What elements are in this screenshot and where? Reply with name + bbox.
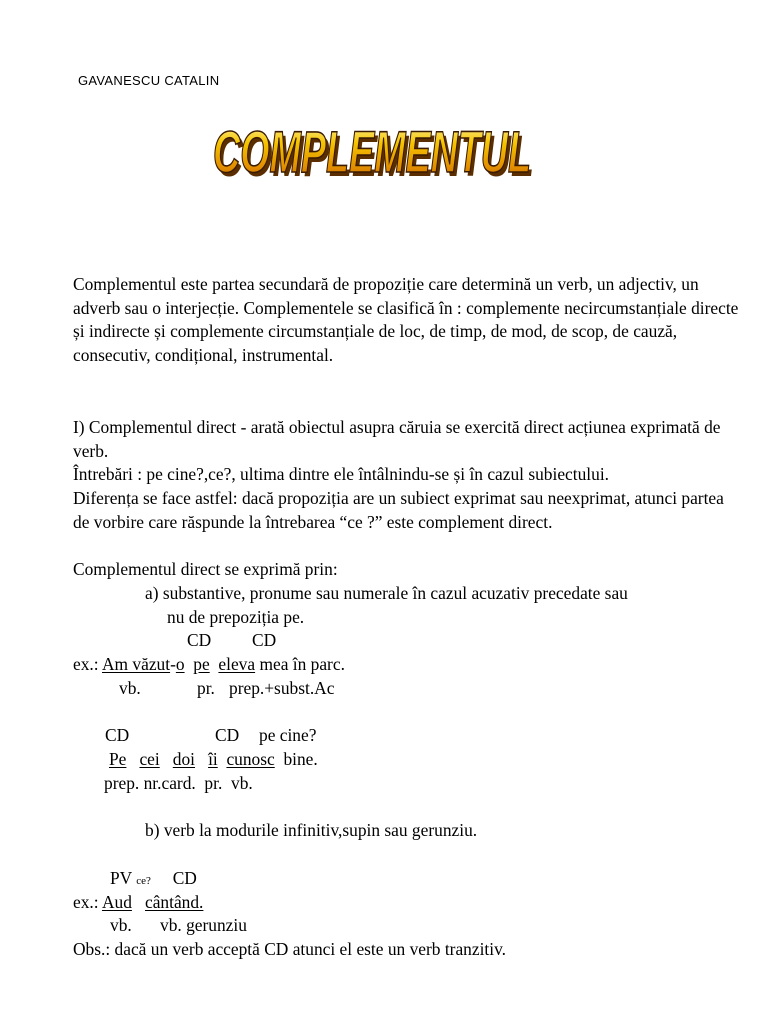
author-name: GAVANESCU CATALIN — [78, 73, 220, 88]
ex1-label-cd: CD — [252, 630, 277, 650]
example-2-sentence: Pe cei doi îi cunosc bine. — [109, 749, 318, 769]
example-1-sentence: ex.: Am văzut-o pe eleva mea în parc. — [73, 654, 345, 674]
svg-text:COMPLEMENTUL: COMPLEMENTUL — [216, 124, 534, 189]
point-a-line2: nu de prepoziția pe. — [167, 607, 305, 627]
example-prefix: ex.: — [73, 654, 99, 674]
ex2-analysis: prep. nr.card. pr. vb. — [104, 773, 253, 793]
title-wordart — [208, 108, 538, 190]
ex3-labels: PV ce? CD — [110, 868, 197, 888]
ex2-label-cd: CD — [215, 725, 240, 745]
cd-definition: I) Complementul direct - arată obiectul asupra căruia se exercită direct acțiunea exprimată de verb. — [73, 417, 721, 461]
ex1-word: pe — [193, 654, 210, 674]
ex3-question: ce? — [136, 875, 151, 887]
intro-paragraph: Complementul este partea secundară de propoziție care determină un verb, un adjectiv, un adverb sau o interjecție. Complementele se clasifică în : complemente necircumstanțiale directe și indirecte și complemente circumstanțiale de loc, de timp, de mod, de scop, de cauză, consecutiv, condițional, instrumental. — [73, 274, 739, 365]
point-b: b) verb la modurile infinitiv,supin sau gerunziu. — [145, 820, 478, 840]
ex3-analysis: vb. gerunziu — [160, 915, 247, 935]
ex1-analysis: pr. — [197, 678, 215, 698]
point-a-line1: a) substantive, pronume sau numerale în cazul acuzativ precedate sau — [145, 583, 628, 603]
cd-questions: Întrebări : pe cine?,ce?, ultima dintre ele întâlnindu-se și în cazul subiectului. — [73, 464, 610, 484]
svg-text:COMPLEMENTUL: COMPLEMENTUL — [213, 120, 531, 185]
cd-expressed-by: Complementul direct se exprimă prin: — [73, 559, 338, 579]
cd-difference: Diferența se face astfel: dacă propoziția are un subiect exprimat sau neexprimat, atunci partea de vorbire care răspunde la întrebarea “ce ?” este complement direct. — [73, 488, 724, 532]
ex2-question: pe cine? — [259, 725, 317, 745]
example-3-sentence: ex.: Aud cântând. — [73, 892, 204, 912]
ex1-label-cd: CD — [187, 630, 212, 650]
ex1-word: Am văzut — [101, 654, 171, 674]
ex2-label-cd: CD — [105, 725, 130, 745]
ex1-analysis: vb. — [119, 678, 141, 698]
ex1-word: o — [175, 654, 185, 674]
ex1-analysis: prep.+subst.Ac — [229, 678, 335, 698]
ex3-analysis: vb. — [110, 915, 132, 935]
ex1-word: eleva — [218, 654, 256, 674]
observation: Obs.: dacă un verb acceptă CD atunci el este un verb tranzitiv. — [73, 939, 506, 959]
